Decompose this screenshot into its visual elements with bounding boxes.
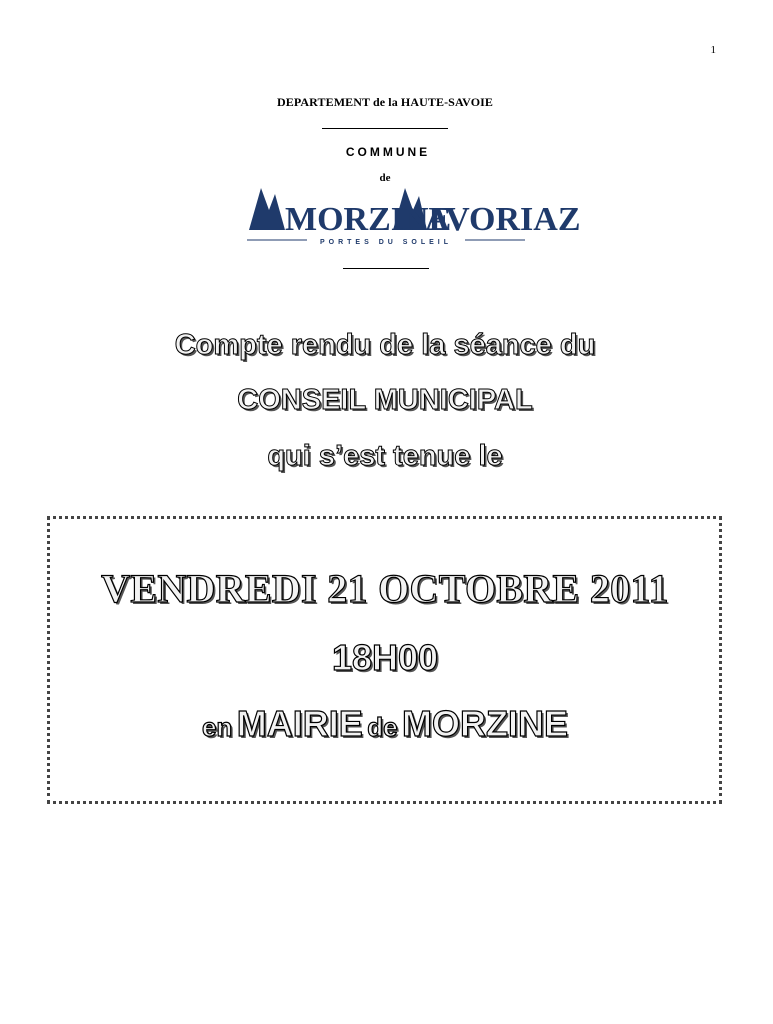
title-line-3: qui s’est tenue le bbox=[267, 440, 503, 472]
de-label: de bbox=[379, 172, 391, 184]
divider-1 bbox=[322, 128, 448, 129]
logo-wordmark-right: AVORIAZ bbox=[425, 201, 581, 238]
meeting-date: VENDREDI 21 OCTOBRE 2011 bbox=[101, 566, 669, 611]
page-number: 1 bbox=[710, 44, 716, 56]
place-mid: de bbox=[367, 712, 398, 742]
place-word-1: MAIRIE bbox=[236, 703, 363, 744]
title-line-1: Compte rendu de la séance du bbox=[174, 329, 596, 361]
place-word-2: MORZINE bbox=[402, 703, 569, 744]
commune-label: COMMUNE bbox=[345, 145, 431, 159]
logo-wordmark-left: MORZINE bbox=[285, 201, 452, 238]
morzine-avoriaz-logo bbox=[245, 184, 581, 250]
logo-tagline: PORTES DU SOLEIL bbox=[319, 239, 453, 246]
title-line-2: CONSEIL MUNICIPAL bbox=[237, 384, 533, 416]
department-heading: DEPARTEMENT de la HAUTE-SAVOIE bbox=[276, 95, 494, 109]
meeting-place bbox=[0, 703, 770, 745]
meeting-time: 18H00 bbox=[331, 637, 439, 678]
divider-2 bbox=[343, 268, 429, 269]
place-prefix: en bbox=[201, 712, 233, 742]
logo-peak-left bbox=[249, 188, 285, 230]
